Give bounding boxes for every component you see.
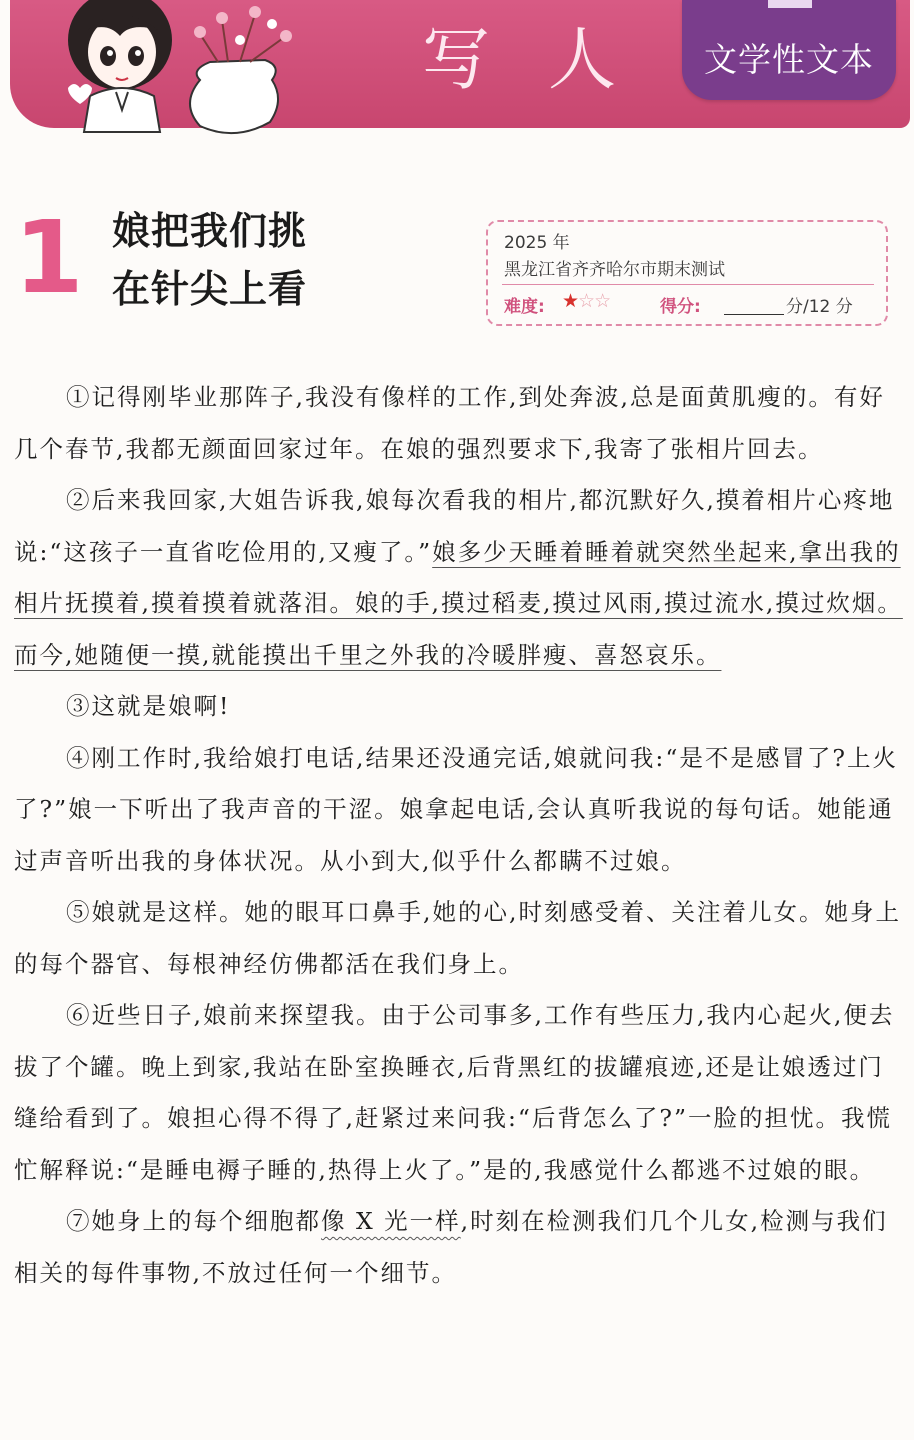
- paragraph-5: ⑤娘就是这样。她的眼耳口鼻手,她的心,时刻感受着、关注着儿女。她身上的每个器官、每根神经仿佛都活在我们身上。: [14, 898, 901, 978]
- paragraph-1: ①记得刚毕业那阵子,我没有像样的工作,到处奔波,总是面黄肌瘦的。有好几个春节,我都无颜面回家过年。在娘的强烈要求下,我寄了张相片回去。: [14, 383, 885, 463]
- score-total: 分/12 分: [786, 297, 853, 317]
- score-label: 得分:: [660, 297, 701, 317]
- lesson-title: [112, 202, 307, 318]
- difficulty-label: 难度:: [504, 297, 545, 317]
- exam-year: 2025 年: [504, 233, 570, 253]
- exam-source: 黑龙江省齐齐哈尔市期末测试: [504, 260, 725, 280]
- girl-mascot-icon: [50, 0, 310, 140]
- paragraph-7-end: ,时刻在检测我们几个儿女,检测与我们相关的每件事物,不放过任何一个细节。: [14, 1207, 888, 1287]
- info-divider: [502, 284, 874, 285]
- banner-title: 写人: [422, 21, 675, 100]
- paragraph-2-start: ②后来我回家,大姐告诉我,娘每次看我的相片,都沉默好久,摸着相片心疼地说:“这孩子一直省吃俭用的,又瘦了。”: [14, 486, 895, 566]
- star-empty-icon: ☆: [594, 290, 611, 312]
- lesson-title-line1: 娘把我们挑: [112, 209, 308, 253]
- underlined-sentence: 娘多少天睡着睡着就突然坐起来,拿出我的相片抚摸着,摸着摸着就落泪。娘的手,摸过稻麦,摸过风雨,摸过流水,摸过炊烟。而今,她随便一摸,就能摸出千里之外我的冷暖胖瘦、喜怒哀乐。: [14, 537, 903, 669]
- article-body: [14, 372, 904, 1299]
- paragraph-2: [14, 475, 904, 681]
- paragraph-3: ③这就是娘啊!: [66, 692, 231, 720]
- exam-info-box: [486, 220, 888, 326]
- paragraph-7-start: ⑦她身上的每个细胞都: [66, 1207, 321, 1235]
- category-tag: [682, 0, 896, 100]
- lesson-number: 1: [14, 199, 84, 316]
- star-filled-icon: ★: [562, 290, 579, 312]
- star-empty-icon: ☆: [578, 290, 595, 312]
- lesson-title-line2: 在针尖上看: [112, 267, 308, 311]
- tag-decor-bar: [768, 0, 812, 8]
- score-blank-line[interactable]: [724, 314, 784, 315]
- wavy-underlined-phrase: 像 X 光一样: [321, 1207, 461, 1235]
- paragraph-4: ④刚工作时,我给娘打电话,结果还没通完话,娘就问我:“是不是感冒了?上火了?”娘一下听出了我声音的干涩。娘拿起电话,会认真听我说的每句话。她能通过声音听出我的身体状况。从小到大,似乎什么都瞒不过娘。: [14, 743, 898, 875]
- paragraph-6: ⑥近些日子,娘前来探望我。由于公司事多,工作有些压力,我内心起火,便去拔了个罐。晚上到家,我站在卧室换睡衣,后背黑红的拔罐痕迹,还是让娘透过门缝给看到了。娘担心得不得了,赶紧过来问我:“后背怎么了?”一脸的担忧。我慌忙解释说:“是睡电褥子睡的,热得上火了。”是的,我感觉什么都逃不过娘的眼。: [14, 1001, 895, 1184]
- category-tag-label: 文学性文本: [704, 40, 874, 79]
- difficulty-stars: [562, 290, 610, 312]
- paragraph-7: [14, 1196, 904, 1299]
